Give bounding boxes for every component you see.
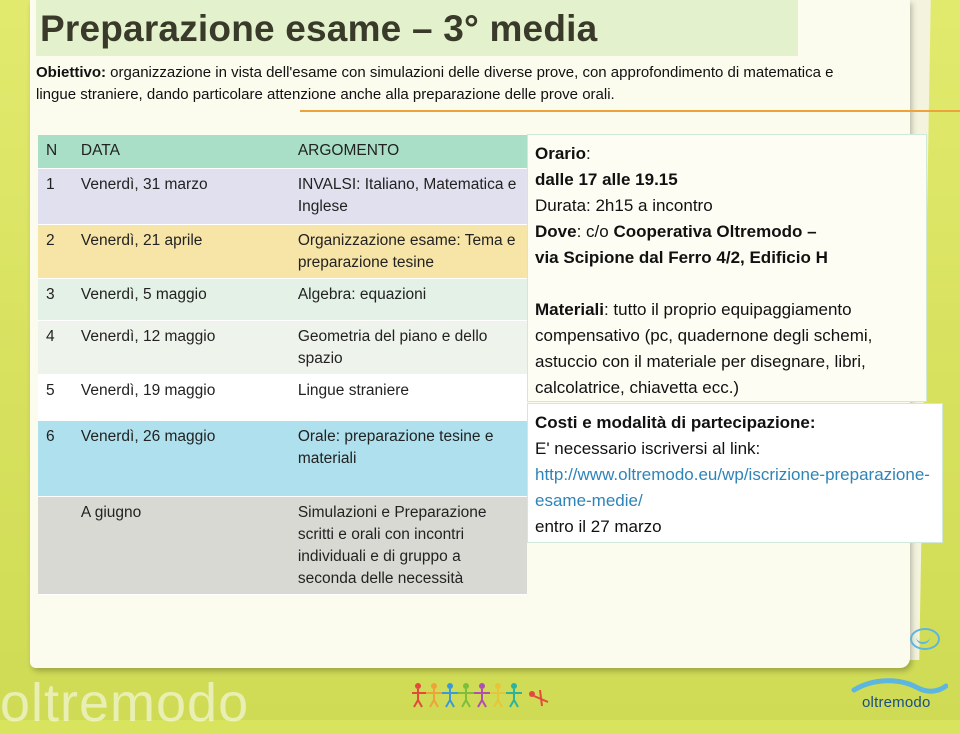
header-topic: ARGOMENTO — [290, 135, 527, 169]
children-illustration-icon — [408, 680, 558, 708]
row-date: Venerdì, 5 maggio — [73, 279, 290, 321]
divider-line — [300, 110, 960, 112]
watermark-text: oltremodo — [0, 673, 250, 733]
row-number: 6 — [38, 421, 73, 497]
row-number: 4 — [38, 321, 73, 375]
info-text — [535, 141, 925, 401]
row-date: A giugno — [73, 497, 290, 595]
dove-label: Dove — [535, 222, 577, 241]
materiali-label: Materiali — [535, 300, 604, 319]
costs-deadline: entro il 27 marzo — [535, 517, 662, 536]
registration-link[interactable]: http://www.oltremodo.eu/wp/iscrizione-preparazione-esame-medie/ — [535, 465, 930, 510]
row-topic: Lingue straniere — [290, 375, 527, 421]
row-date: Venerdì, 12 maggio — [73, 321, 290, 375]
row-topic: INVALSI: Italiano, Matematica e Inglese — [290, 169, 527, 225]
row-topic: Algebra: equazioni — [290, 279, 527, 321]
table-row — [38, 421, 527, 497]
costs-line1: E' necessario iscriversi al link: — [535, 439, 761, 458]
logo-text: oltremodo — [862, 694, 931, 711]
orario-colon: : — [586, 144, 591, 163]
table-header-row — [38, 135, 527, 169]
row-topic: Organizzazione esame: Tema e preparazione tesine — [290, 225, 527, 279]
row-number: 3 — [38, 279, 73, 321]
schedule-table — [38, 135, 527, 595]
row-date: Venerdì, 31 marzo — [73, 169, 290, 225]
table-row — [38, 321, 527, 375]
orario-label: Orario — [535, 144, 587, 163]
table-row — [38, 225, 527, 279]
objective-text — [36, 62, 876, 106]
durata-text: Durata: 2h15 a incontro — [535, 196, 713, 215]
costs-title: Costi e modalità di partecipazione: — [535, 413, 816, 432]
objective-label: Obiettivo: — [36, 64, 106, 81]
row-number: 1 — [38, 169, 73, 225]
row-date: Venerdì, 26 maggio — [73, 421, 290, 497]
table-row — [38, 279, 527, 321]
objective-body: organizzazione in vista dell'esame con simulazioni delle diverse prove, con approfondimento di matematica e lingue straniere, dando particolare attenzione anche alla preparazione delle prove orali. — [36, 64, 834, 103]
table-row — [38, 375, 527, 421]
row-number — [38, 497, 73, 595]
header-n: N — [38, 135, 73, 169]
table-row — [38, 169, 527, 225]
row-number: 2 — [38, 225, 73, 279]
materiali-text: : tutto il proprio equipaggiamento compensativo (pc, quadernone degli schemi, astuccio con il materiale per disegnare, libri, calcolatrice, chiavetta ecc.) — [535, 300, 873, 397]
costs-text — [535, 410, 939, 540]
row-date: Venerdì, 21 aprile — [73, 225, 290, 279]
table-row — [38, 497, 527, 595]
page-title: Preparazione esame – 3° media — [40, 8, 598, 49]
row-topic: Simulazioni e Preparazione scritti e orali con incontri individuali e di gruppo a seconda delle necessità — [290, 497, 527, 595]
dove-place: Cooperativa Oltremodo – — [613, 222, 817, 241]
row-number: 5 — [38, 375, 73, 421]
dove-address: via Scipione dal Ferro 4/2, Edificio H — [535, 248, 828, 267]
row-topic: Orale: preparazione tesine e materiali — [290, 421, 527, 497]
dove-prefix: : c/o — [576, 222, 614, 241]
row-topic: Geometria del piano e dello spazio — [290, 321, 527, 375]
orario-time: dalle 17 alle 19.15 — [535, 170, 678, 189]
row-date: Venerdì, 19 maggio — [73, 375, 290, 421]
header-date: DATA — [73, 135, 290, 169]
